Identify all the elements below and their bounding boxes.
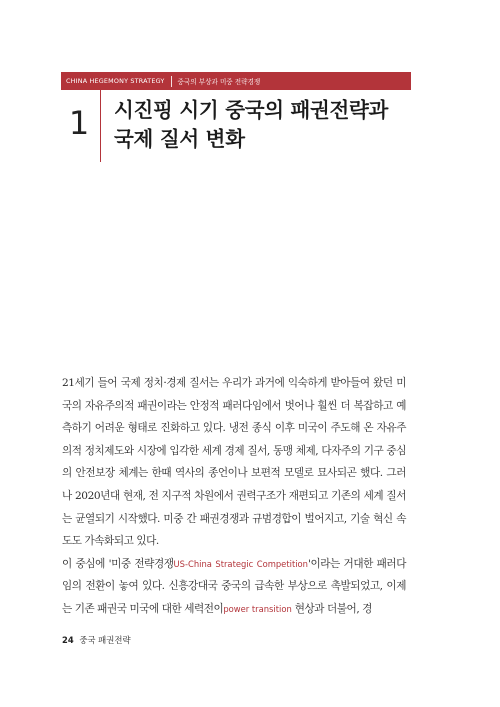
chapter-divider bbox=[100, 90, 101, 162]
paragraph-2-part-b: '이라는 거대한 패러다임의 전환이 놓여 있다. 신흥강대국 중국의 급속한 부상으로 촉발되었고, 이제는 기존 패권국 미국에 대한 세력전이 bbox=[62, 557, 406, 615]
english-term-strategic-competition: US-China Strategic Competition bbox=[173, 558, 308, 569]
chapter-title-line-2: 국제 질서 변화 bbox=[114, 127, 245, 151]
english-term-power-transition: power transition bbox=[223, 603, 292, 614]
paragraph-2-part-a: 이 중심에 '미중 전략경쟁 bbox=[62, 557, 174, 570]
page-footer bbox=[62, 634, 131, 646]
paragraph-2 bbox=[62, 553, 406, 621]
chapter-number: 1 bbox=[68, 104, 90, 142]
paragraph-2-part-c: 현상과 더불어, 경 bbox=[291, 602, 372, 615]
running-header bbox=[61, 72, 411, 90]
page-number: 24 bbox=[62, 635, 74, 645]
book-title: 중국 패권전략 bbox=[79, 635, 131, 645]
section-title: 중국의 부상과 미중 전략경쟁 bbox=[177, 78, 261, 86]
chapter-title-line-1: 시진핑 시기 중국의 패권전략과 bbox=[114, 98, 389, 122]
body-text bbox=[62, 372, 406, 621]
paragraph-1: 21세기 들어 국제 정치·경제 질서는 우리가 과거에 익숙하게 받아들여 왔던 미국의 자유주의적 패권이라는 안정적 패러다임에서 벗어나 훨씬 더 복잡하고 예측하기 어려운 형태로 진화하고 있다. 냉전 종식 이후 미국이 주도해 온 자유주의적 정치제도와 시장에 입각한 세계 경제 질서, 동맹 체제, 다자주의 기구 중심의 안전보장 체계는 한때 역사의 종언이나 보편적 모델로 묘사되곤 했다. 그러나 2020년대 현재, 전 지구적 차원에서 권력구조가 재편되고 기존의 세계 질서는 균열되기 시작했다. 미중 간 패권경쟁과 규범경합이 벌어지고, 기술 혁신 속도도 가속화되고 있다. bbox=[62, 377, 406, 548]
chapter-title bbox=[114, 96, 414, 154]
series-title: CHINA HEGEMONY STRATEGY bbox=[66, 77, 165, 85]
